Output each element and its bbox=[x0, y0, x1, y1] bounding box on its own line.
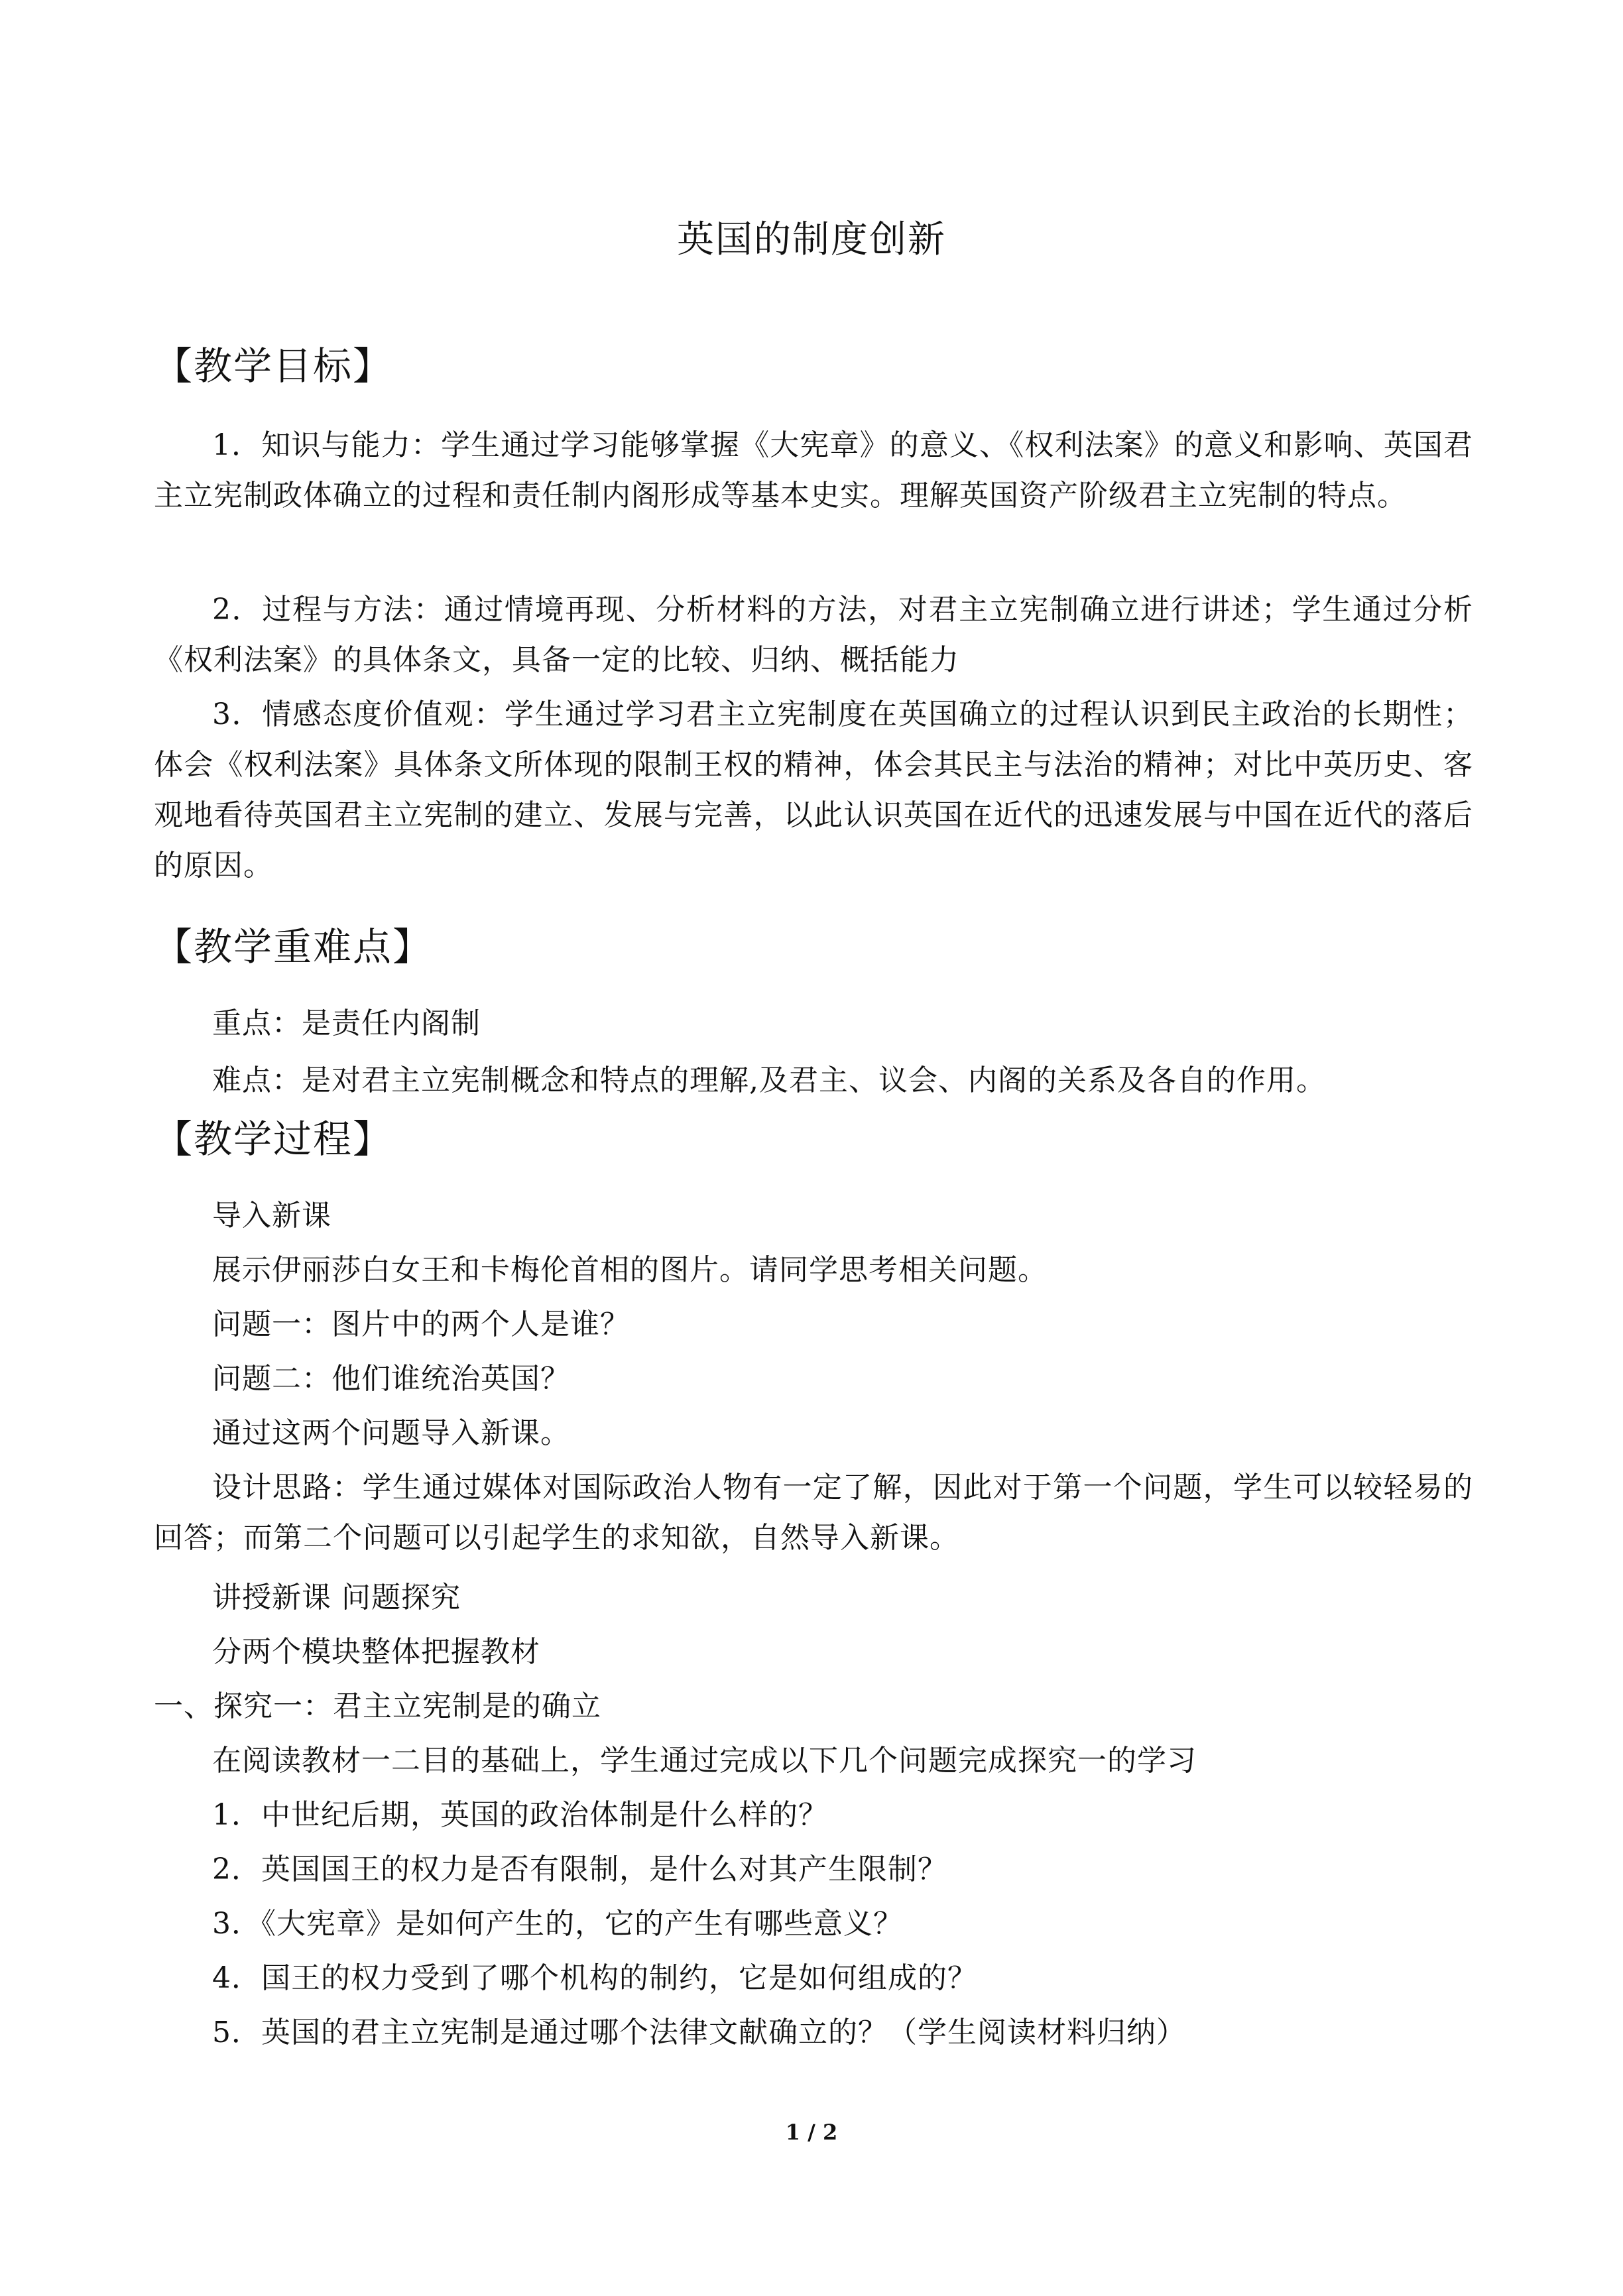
key-point-focus: 重点：是责任内阁制 bbox=[212, 1006, 481, 1040]
process-inquiry-intro: 在阅读教材一二目的基础上，学生通过完成以下几个问题完成探究一的学习 bbox=[212, 1744, 1197, 1778]
process-inquiry-one: 一、探究一：君主立宪制是的确立 bbox=[154, 1689, 601, 1723]
objective-item-2: 2．过程与方法：通过情境再现、分析材料的方法，对君主立宪制确立进行讲述；学生通过分析《权利法案》的具体条文，具备一定的比较、归纳、概括能力 bbox=[154, 593, 1473, 677]
objective-item-1: 1．知识与能力：学生通过学习能够掌握《大宪章》的意义、《权利法案》的意义和影响、英国君主立宪制政体确立的过程和责任制内阁形成等基本史实。理解英国资产阶级君主立宪制的特点。 bbox=[154, 428, 1473, 513]
heading-process: 【教学过程】 bbox=[154, 1117, 393, 1162]
process-lead-in: 通过这两个问题导入新课。 bbox=[212, 1416, 570, 1450]
inquiry-question-2: 2．英国国王的权力是否有限制，是什么对其产生限制？ bbox=[212, 1852, 947, 1886]
heading-objectives: 【教学目标】 bbox=[154, 343, 393, 389]
process-design-idea: 设计思路：学生通过媒体对国际政治人物有一定了解，因此对于第一个问题，学生可以较轻易的回答；而第二个问题可以引起学生的求知欲，自然导入新课。 bbox=[154, 1471, 1473, 1555]
heading-key-points: 【教学重难点】 bbox=[154, 924, 433, 969]
process-modules: 分两个模块整体把握教材 bbox=[212, 1635, 540, 1669]
process-question-2: 问题二：他们谁统治英国？ bbox=[212, 1362, 570, 1396]
document-title: 英国的制度创新 bbox=[677, 218, 946, 261]
key-point-difficulty: 难点：是对君主立宪制概念和特点的理解,及君主、议会、内阁的关系及各自的作用。 bbox=[212, 1063, 1326, 1097]
process-intro-label: 导入新课 bbox=[212, 1199, 331, 1233]
inquiry-question-1: 1．中世纪后期，英国的政治体制是什么样的？ bbox=[212, 1798, 828, 1832]
objective-item-3: 3．情感态度价值观：学生通过学习君主立宪制度在英国确立的过程认识到民主政治的长期性；体会《权利法案》具体条文所体现的限制王权的精神，体会其民主与法治的精神；对比中英历史、客观地看待英国君主立宪制的建立、发展与完善，以此认识英国在近代的迅速发展与中国在近代的落后的原因。 bbox=[154, 697, 1473, 882]
process-question-1: 问题一：图片中的两个人是谁？ bbox=[212, 1307, 630, 1341]
process-new-lesson: 讲授新课 问题探究 bbox=[212, 1581, 461, 1614]
inquiry-question-5: 5．英国的君主立宪制是通过哪个法律文献确立的？（学生阅读材料归纳） bbox=[212, 2016, 1186, 2049]
inquiry-question-4: 4．国王的权力受到了哪个机构的制约，它是如何组成的？ bbox=[212, 1961, 977, 1995]
process-intro-text: 展示伊丽莎白女王和卡梅伦首相的图片。请同学思考相关问题。 bbox=[212, 1253, 1048, 1287]
page-number: 1 / 2 bbox=[785, 2120, 838, 2145]
inquiry-question-3: 3．《大宪章》是如何产生的，它的产生有哪些意义？ bbox=[212, 1907, 903, 1941]
